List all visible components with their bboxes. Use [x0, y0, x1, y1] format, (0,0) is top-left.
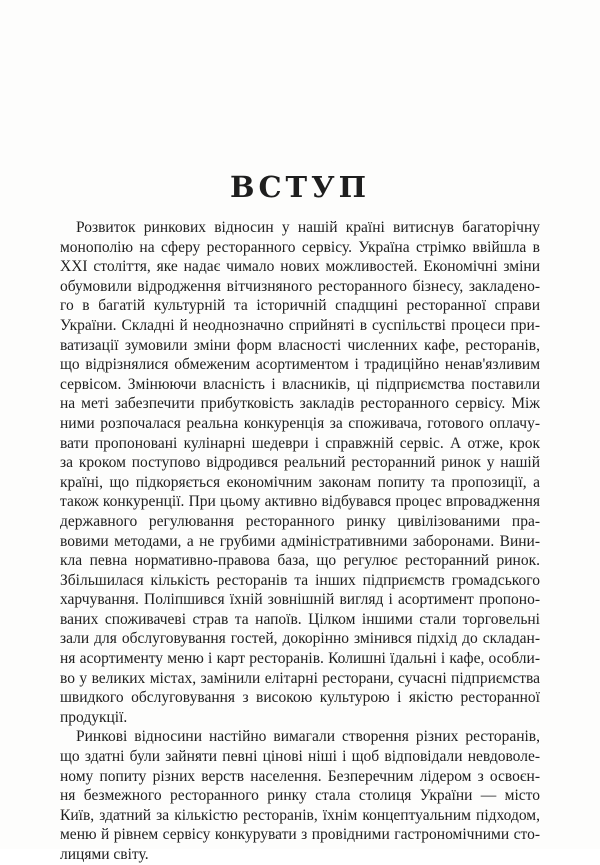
- paragraph-2: [60, 727, 540, 864]
- chapter-heading: ВСТУП: [229, 170, 371, 204]
- text-line: країні, що підкоряється економічним законам попиту та пропозиції, а: [60, 473, 540, 491]
- text-line: ватизації зумовили зміни форм власності численних кафе, ресторанів,: [60, 336, 540, 354]
- text-line: сервісом. Змінюючи власність і власників, ці підприємства поставили: [60, 375, 540, 393]
- text-line: що здатні були зайняти певні цінові ніші і щоб відповідали невдоволе-: [60, 748, 540, 766]
- text-line: XXI століття, яке надає чимало нових можливостей. Економічні зміни: [60, 258, 540, 276]
- text-line: продукції.: [60, 708, 128, 726]
- text-line: ному попиту різних верств населення. Безперечним лідером з освоєн-: [60, 767, 540, 785]
- text-line: Ринкові відносини настійно вимагали створення різних ресторанів,: [76, 728, 540, 746]
- text-line: Розвиток ринкових відносин у нашій країні витиснув багаторічну: [76, 219, 540, 236]
- text-line: що відрізнялися обмеженим асортиментом і традиційно ненав'язливим: [60, 356, 540, 374]
- text-line: кла певна нормативно-правова база, що регулює ресторанний ринок.: [60, 552, 540, 570]
- text-line: вати пропоновані кулінарні шедеври і справжній сервіс. А отже, крок: [60, 434, 540, 452]
- text-line: за кроком поступово відродився реальний ресторанний ринок у нашій: [60, 454, 540, 472]
- text-line: лицями світу.: [60, 846, 149, 863]
- paragraph-1: [60, 218, 540, 727]
- text-line: України. Складні й неоднозначно сприйняті в суспільстві процеси при-: [60, 316, 540, 334]
- text-line: державного регулювання ресторанного ринку цивілізованими пра-: [60, 512, 540, 530]
- text-line: Київ, здатний за кількістю ресторанів, їхнім концептуальним підходом,: [60, 806, 540, 824]
- text-line: ними розпочалася реальна конкуренція за споживача, готового оплачу-: [60, 414, 540, 432]
- text-line: харчування. Поліпшився їхній зовнішній вигляд і асортимент пропоно-: [60, 591, 540, 609]
- text-line: вовими методами, а не грубими адміністративними заборонами. Вини-: [60, 532, 540, 550]
- text-line: на меті забезпечити прибутковість закладів ресторанного сервісу. Між: [60, 395, 540, 413]
- text-line: швидкого обслуговування з високою культурою і якістю ресторанної: [60, 689, 540, 707]
- text-line: ня безмежного ресторанного ринку стала столиця України — місто: [60, 787, 540, 805]
- text-line: ня асортименту меню і карт ресторанів. Колишні їдальні і кафе, особли-: [60, 650, 540, 668]
- text-line: во у великих містах, замінили елітарні ресторани, сучасні підприємства: [60, 669, 540, 687]
- body-text: [60, 218, 540, 865]
- text-line: Збільшилася кількість ресторанів та інших підприємств громадського: [60, 571, 540, 589]
- text-line: монополію на сферу ресторанного сервісу. Україна стрімко ввійшла в: [60, 238, 540, 256]
- text-line: меню й рівнем сервісу конкурувати з провідними гастрономічними сто-: [60, 826, 540, 844]
- text-line: зали для обслуговування гостей, докорінно змінився підхід до складан-: [60, 630, 540, 648]
- text-line: також конкуренції. При цьому активно відбувався процес впровадження: [60, 493, 540, 511]
- text-line: ваних споживачеві страв та напоїв. Цілком іншими стали торговельні: [60, 610, 540, 628]
- text-line: го в багатій культурній та історичній спадщині ресторанної справи: [60, 297, 540, 315]
- text-line: обумовили відродження вітчизняного ресторанного бізнесу, закладено-: [60, 277, 540, 295]
